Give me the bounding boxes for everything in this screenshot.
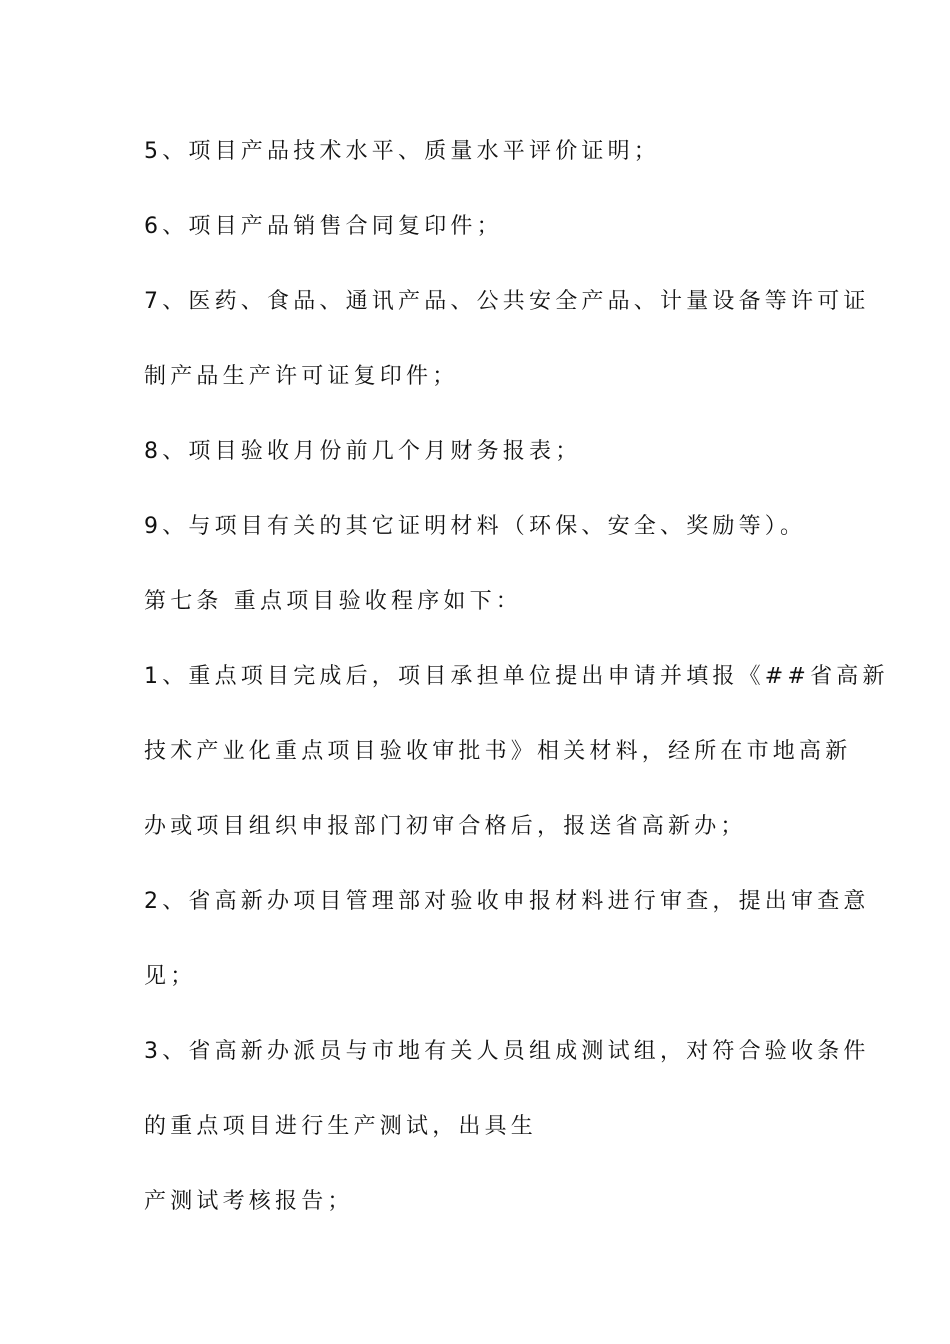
list-item-7-continued: 制产品生产许可证复印件； [144,364,459,389]
procedure-item-1-continued: 技术产业化重点项目验收审批书》相关材料，经所在市地高新 [144,739,852,764]
procedure-item-3: 3、省高新办派员与市地有关人员组成测试组，对符合验收条件 [144,1039,870,1064]
list-item-8: 8、项目验收月份前几个月财务报表； [144,439,582,464]
list-item-5: 5、项目产品技术水平、质量水平评价证明； [144,139,660,164]
list-item-9: 9、与项目有关的其它证明材料（环保、安全、奖励等）。 [144,514,807,539]
list-item-7: 7、医药、食品、通讯产品、公共安全产品、计量设备等许可证 [144,289,870,314]
procedure-item-3-continued-2: 产测试考核报告； [144,1189,354,1214]
procedure-item-3-continued: 的重点项目进行生产测试，出具生 [144,1114,538,1139]
procedure-item-2-continued: 见； [144,964,197,989]
procedure-item-2: 2、省高新办项目管理部对验收申报材料进行审查，提出审查意 [144,889,870,914]
list-item-6: 6、项目产品销售合同复印件； [144,214,503,239]
article-7-heading: 第七条 重点项目验收程序如下： [144,589,522,614]
procedure-item-1: 1、重点项目完成后，项目承担单位提出申请并填报《##省高新 [144,664,889,689]
procedure-item-1-continued-2: 办或项目组织申报部门初审合格后，报送省高新办； [144,814,747,839]
